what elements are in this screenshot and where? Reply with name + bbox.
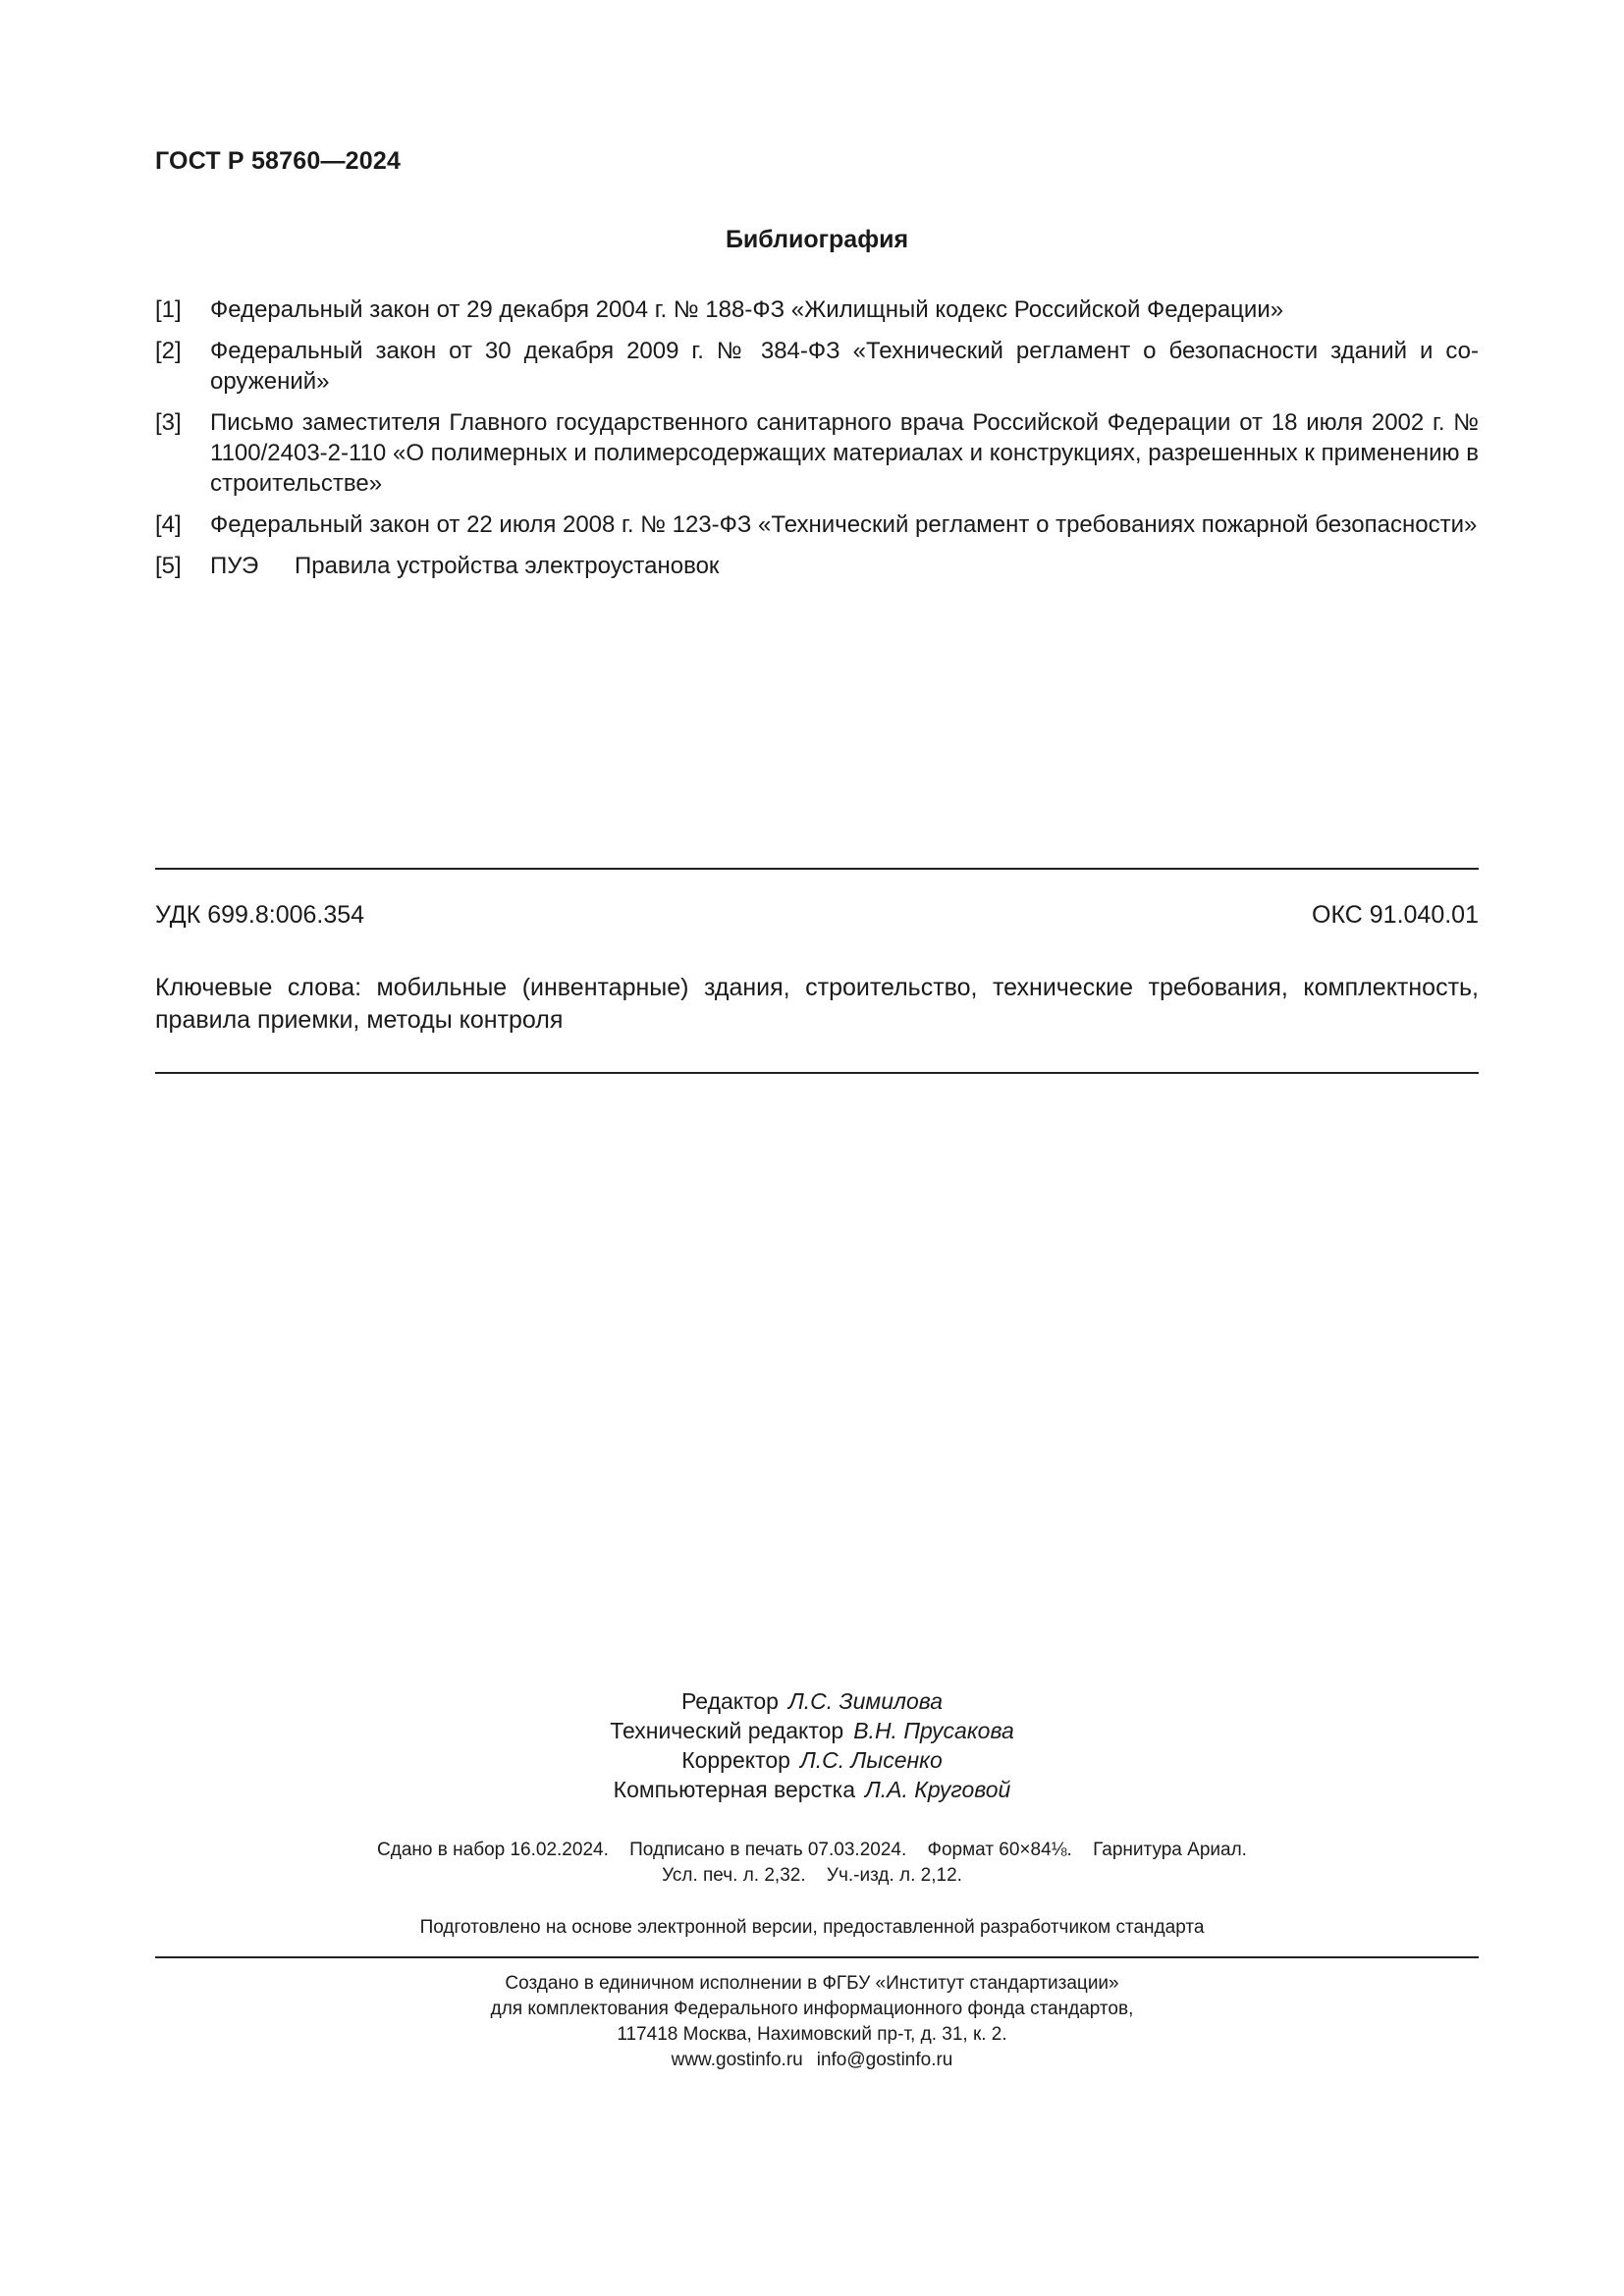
divider-line: [155, 868, 1479, 870]
keywords-text: Ключевые слова: мобильные (инвентарные) здания, строительство, технические требования, комплектность, правила приемки, методы контроля: [155, 974, 1479, 1034]
print-info: [0, 1838, 1624, 1889]
publisher-address: 117418 Москва, Нахимовский пр-т, д. 31, к. 2.: [617, 2024, 1007, 2045]
submitted-date: Сдано в набор 16.02.2024.: [377, 1840, 609, 1860]
publisher-website-link[interactable]: www.gostinfo.ru: [671, 2050, 803, 2070]
print-sheets: Усл. печ. л. 2,32.: [662, 1865, 806, 1886]
credit-name: В.Н. Прусакова: [853, 1718, 1014, 1743]
bibliography-item: [155, 294, 1479, 325]
credit-role: Компьютерная верстка: [613, 1777, 855, 1802]
paper-format: Формат 60×84⅛.: [927, 1840, 1072, 1860]
bibliography-list: [155, 294, 1479, 592]
credit-role: Технический редактор: [610, 1718, 844, 1743]
standard-code: ГОСТ Р 58760—2024: [155, 147, 402, 175]
prepared-note: Подготовлено на основе электронной версии, предоставленной разработчиком стандарта: [419, 1917, 1205, 1938]
oks-code: ОКС 91.040.01: [1312, 901, 1479, 929]
publisher-contacts: [0, 2048, 1624, 2073]
credit-role: Редактор: [680, 1688, 779, 1714]
print-info-line: [0, 1863, 1624, 1889]
bibliography-item-number: [1]: [155, 296, 182, 323]
bibliography-title: Библиография: [725, 226, 909, 253]
bibliography-item-text: Федеральный закон от 29 декабря 2004 г. № 188-ФЗ «Жилищный кодекс Российской Федерации»: [210, 296, 1284, 323]
credits-block: [0, 1686, 1624, 1804]
bibliography-item-number: [4]: [155, 511, 182, 538]
bibliography-item-number: [2]: [155, 338, 182, 364]
bibliography-item-number: [5]: [155, 553, 182, 579]
typeface: Гарнитура Ариал.: [1093, 1840, 1247, 1860]
bibliography-item-text: [210, 551, 1479, 581]
credit-line: [0, 1716, 1624, 1745]
publisher-block: [0, 1971, 1624, 2073]
bibliography-item-abbreviation: ПУЭ: [210, 553, 259, 579]
credit-name: Л.С. Лысенко: [799, 1747, 943, 1773]
publisher-email-link[interactable]: info@gostinfo.ru: [816, 2050, 953, 2070]
credit-line: [0, 1745, 1624, 1775]
bibliography-item-title: Правила устройства электроустановок: [295, 553, 720, 579]
publisher-line: Создано в единичном исполнении в ФГБУ «Институт стандартизации»: [505, 1973, 1119, 1994]
signed-date: Подписано в печать 07.03.2024.: [629, 1840, 907, 1860]
bibliography-item: [155, 551, 1479, 581]
udk-code: УДК 699.8:006.354: [155, 901, 365, 929]
credit-line: [0, 1775, 1624, 1804]
bibliography-item: [155, 336, 1479, 397]
divider-line: [155, 1072, 1479, 1074]
print-info-line: [0, 1838, 1624, 1863]
divider-line: [155, 1956, 1479, 1958]
bibliography-item-text: Федеральный закон от 22 июля 2008 г. № 123-ФЗ «Технический регламент о требованиях пожарной безопасности»: [210, 511, 1478, 538]
bibliography-item-number: [3]: [155, 409, 182, 436]
bibliography-item: [155, 509, 1479, 540]
credit-name: Л.А. Круговой: [865, 1777, 1011, 1802]
bibliography-item-text: Федеральный закон от 30 декабря 2009 г. № 384-ФЗ «Технический регламент о безопасности зданий и сооружений»: [210, 338, 1479, 395]
credit-line: [0, 1686, 1624, 1716]
credit-role: Корректор: [681, 1747, 790, 1773]
bibliography-item-text: Письмо заместителя Главного государственного санитарного врача Российской Федерации от 18 июля 2002 г. № 1100/2403-2-110 «О полимерных и полимерсодержащих материалах и конструкциях, разрешенных к применению в строительстве»: [210, 409, 1479, 497]
publisher-line: для комплектования Федерального информационного фонда стандартов,: [490, 1999, 1134, 2019]
publish-sheets: Уч.-изд. л. 2,12.: [826, 1865, 962, 1886]
bibliography-item: [155, 407, 1479, 499]
credit-name: Л.С. Зимилова: [787, 1688, 944, 1714]
